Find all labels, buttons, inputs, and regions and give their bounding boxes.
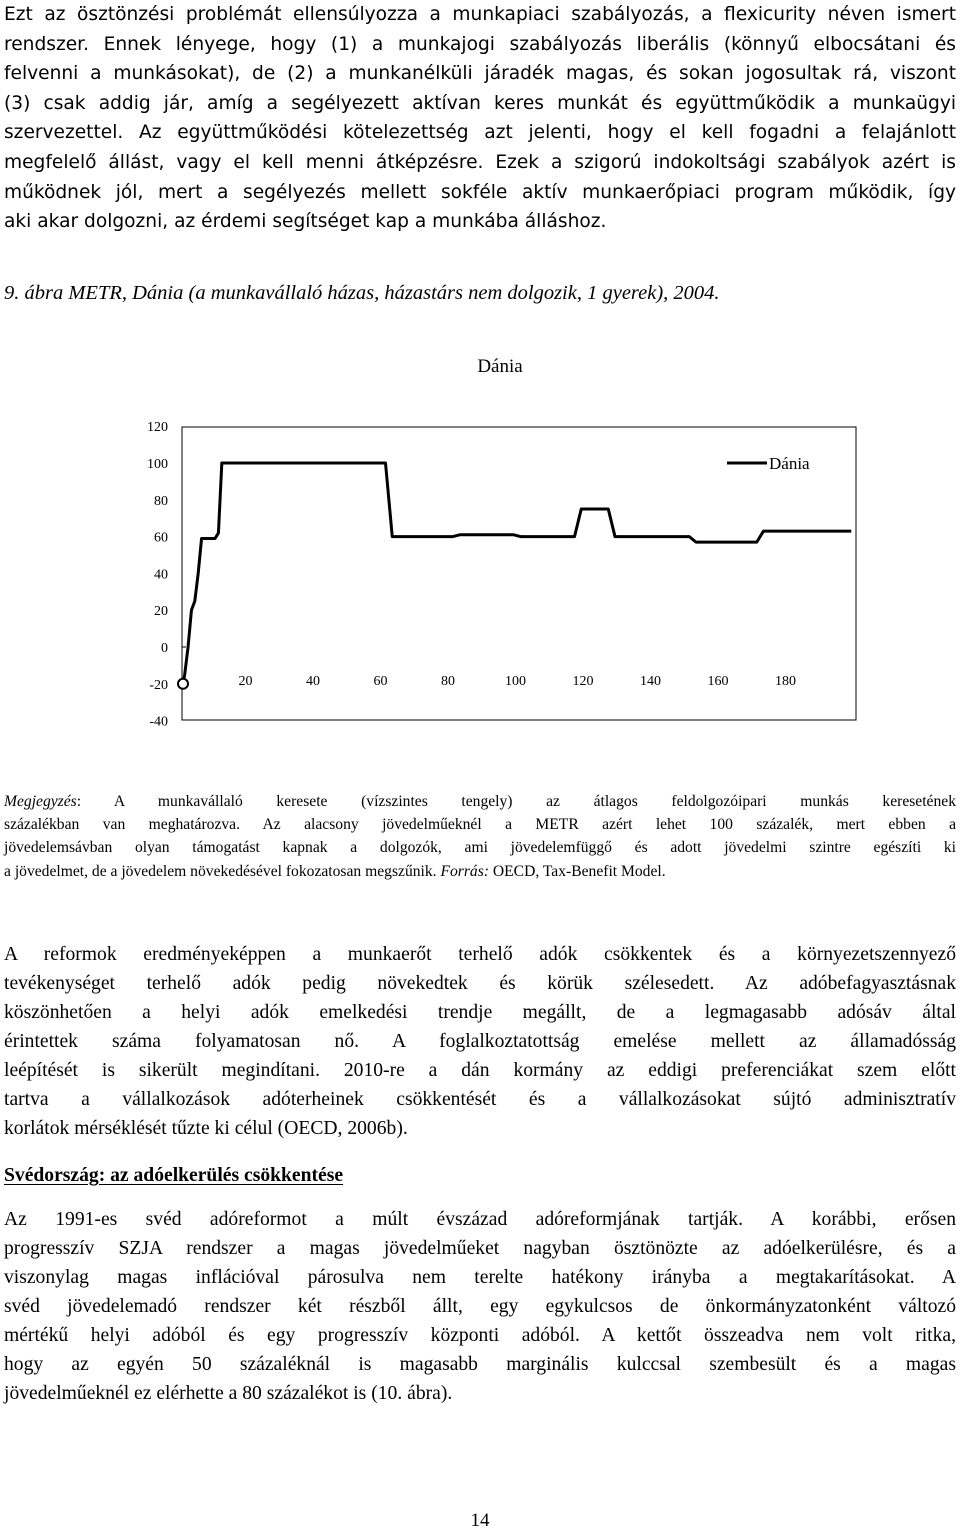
text-line: svéd jövedelemadó rendszer két részből állt, egy egykulcsos de önkormányzatonként változó	[4, 1296, 956, 1317]
note-label: Megjegyzés	[4, 793, 77, 810]
y-tick-label: 60	[154, 530, 168, 546]
series-line	[183, 463, 851, 684]
chart-legend	[727, 454, 810, 473]
source-text: OECD, Tax-Benefit Model.	[489, 862, 666, 880]
text-line: Az 1991-es svéd adóreformot a múlt évszázad adóreformjának tartják. A korábbi, erősen	[4, 1209, 956, 1230]
text-line: leépítését is sikerült megindítani. 2010-re a dán kormány az eddigi preferenciákat szem előtt	[4, 1060, 956, 1081]
legend-label: Dánia	[769, 454, 810, 473]
y-tick-label: 0	[161, 641, 168, 656]
note-line	[4, 860, 956, 883]
text-line: köszönhetően a helyi adók emelkedési trendje megállt, de a legmagasabb adósáv által	[4, 1002, 956, 1023]
x-tick-label: 20	[238, 673, 253, 689]
x-tick-label: 40	[306, 673, 320, 689]
figure-caption: 9. ábra METR, Dánia (a munkavállaló házas, házastárs nem dolgozik, 1 gyerek), 2004.	[4, 282, 720, 304]
intro-paragraph	[4, 0, 956, 237]
chart-series	[178, 463, 851, 689]
text-line: szervezettel. Az együttműködési kötelezettség azt jelenti, hogy el kell fogadni a felajánlott	[4, 122, 956, 144]
text-line: rendszer. Ennek lényege, hogy (1) a munkajogi szabályozás liberális (könnyű elbocsátani és	[4, 33, 956, 55]
text-line: jövedelműeknél ez elérhette a 80 százalékot is (10. ábra).	[4, 1383, 453, 1404]
text-line: (3) csak addig jár, amíg a segélyezett aktívan keres munkát és együttműködik a munkaügyi	[4, 92, 956, 114]
chart-ticks	[147, 420, 796, 729]
metr-chart	[0, 400, 960, 750]
note-line-text: a jövedelmet, de a jövedelem növekedésével fokozatosan megszűnik.	[4, 862, 441, 880]
y-tick-label: -40	[149, 714, 168, 730]
sweden-paragraph	[4, 1205, 956, 1408]
text-line: aki akar dolgozni, az érdemi segítséget kap a munkába álláshoz.	[4, 211, 607, 233]
y-tick-label: -20	[149, 677, 168, 693]
note-line: százalékban van meghatározva. Az alacsony jövedelműeknél a METR azért lehet 100 százalék, mert ebben a	[4, 816, 956, 834]
note-line: Megjegyzés: A munkavállaló keresete (vízszintes tengely) az átlagos feldolgozóipari munkás keresetének	[4, 793, 956, 810]
note-line: jövedelemsávban olyan támogatást kapnak a dolgozók, ami jövedelemfüggő és adott jövedelmi szintre egészíti ki	[4, 839, 956, 857]
text-line: működnek jól, mert a segélyezés mellett sokféle aktív munkaerőpiaci program működik, így	[4, 181, 956, 203]
x-tick-label: 80	[441, 673, 455, 689]
y-tick-label: 40	[154, 567, 168, 583]
text-line: hogy az egyén 50 százaléknál is magasabb marginális kulccsal szembesült és a magas	[4, 1354, 956, 1375]
section-heading: Svédország: az adóelkerülés csökkentése	[4, 1165, 344, 1186]
y-tick-label: 120	[147, 420, 168, 436]
reform-paragraph	[4, 940, 956, 1143]
text-line: érintettek száma folyamatosan nő. A foglalkoztatottság emelése mellett az államadósság	[4, 1031, 956, 1052]
text-line: tartva a vállalkozások adóterheinek csökkentését és a vállalkozásokat sújtó adminisztratív	[4, 1089, 956, 1110]
x-tick-label: 120	[572, 673, 594, 689]
note-line-text: A munkavállaló keresete (vízszintes tengely) az átlagos feldolgozóipari munkás keresetének	[113, 793, 956, 810]
text-line: korlátok mérséklését tűzte ki célul (OECD, 2006b).	[4, 1118, 408, 1139]
source-label: Forrás:	[440, 862, 489, 880]
x-tick-label: 160	[707, 673, 729, 689]
text-line: mértékű helyi adóból és egy progresszív központi adóból. A kettőt összeadva nem volt ritka,	[4, 1325, 956, 1346]
x-tick-label: 140	[640, 673, 661, 689]
y-tick-label: 80	[154, 493, 168, 509]
text-line: progresszív SZJA rendszer a magas jövedelműeket nagyban ösztönözte az adóelkerülésre, és a	[4, 1238, 956, 1259]
x-tick-label: 60	[373, 673, 388, 689]
text-line: megfelelő állást, vagy el kell menni átképzésre. Ezek a szigorú indokoltsági szabályok azért is	[4, 151, 956, 173]
text-line: Ezt az ösztönzési problémát ellensúlyozza a munkapiaci szabályozás, a flexicurity néven ismert	[4, 4, 956, 25]
series-start-marker	[178, 679, 188, 689]
chart-note	[4, 790, 956, 883]
y-tick-label: 100	[147, 457, 168, 472]
text-line: A reformok eredményeképpen a munkaerőt terhelő adók csökkentek és a környezetszennyező	[4, 944, 956, 965]
chart-title: Dánia	[477, 356, 523, 377]
text-line: felvenni a munkásokat), de (2) a munkanélküli járadék magas, és sokan jogosultak rá, viszont	[4, 63, 956, 85]
text-line: tevékenységet terhelő adók pedig növekedtek és körük szélesedett. Az adóbefagyasztásnak	[4, 973, 956, 994]
y-tick-label: 20	[154, 604, 168, 620]
x-tick-label: 180	[775, 673, 796, 689]
text-line: viszonylag magas inflációval párosulva nem terelte hatékony irányba a megtakarításokat. A	[4, 1267, 956, 1288]
page-number: 14	[470, 1510, 490, 1531]
x-tick-label: 100	[505, 673, 526, 689]
